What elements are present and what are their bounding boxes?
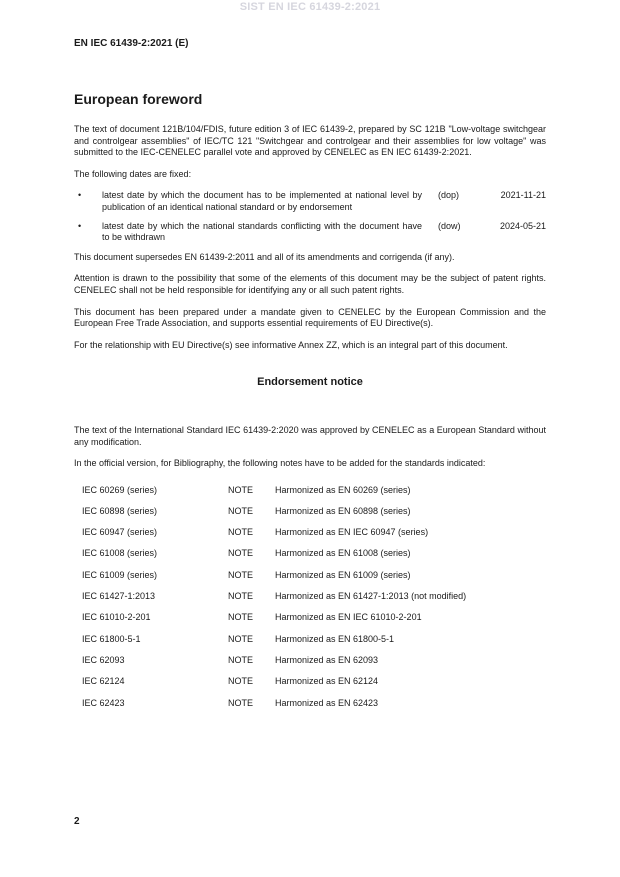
note-label: NOTE [228,612,254,623]
note-label: NOTE [228,569,254,580]
harmonized-cell: Harmonized as EN 61427-1:2013 (not modified) [275,591,467,602]
harmonized-cell: Harmonized as EN 62423 [275,697,379,708]
note-label: NOTE [228,654,254,665]
harmonized-cell: Harmonized as EN 61800-5-1 [275,633,395,644]
foreword-intro: The text of document 121B/104/FDIS, future edition 3 of IEC 61439-2, prepared by SC 121B "Low-voltage switchgear and controlgear assemblies" of IEC/TC 121 "Switchgear and controlgear and their assemblies for low voltage" was submitted to the IEC-CENELEC parallel vote and approved by CENELEC as EN IEC 61439-2:2021. [74,124,546,158]
standard-cell: IEC 62423 [82,697,125,708]
note-label: NOTE [228,676,254,687]
harmonized-cell: Harmonized as EN 61009 (series) [275,569,411,580]
bibliography-notes-table [82,480,466,714]
table-row [82,607,466,628]
bullet: • [78,220,82,231]
table-row [82,629,466,650]
standard-cell: IEC 62124 [82,676,125,687]
table-row [82,586,466,607]
standard-cell: IEC 61008 (series) [82,548,158,559]
date-value: 2024-05-21 [499,220,546,231]
harmonized-cell: Harmonized as EN 60269 (series) [275,484,411,495]
date-description: latest date by which the national standards conflicting with the document have to be withdrawn [102,220,422,243]
dates-list [74,190,546,243]
table-row [82,501,466,522]
harmonized-cell: Harmonized as EN 61008 (series) [275,548,411,559]
harmonized-cell: Harmonized as EN IEC 61010-2-201 [275,612,422,623]
standard-cell: IEC 61010-2-201 [82,612,151,623]
note-label: NOTE [228,633,254,644]
standard-cell: IEC 60269 (series) [82,484,158,495]
table-row [82,522,466,543]
note-label: NOTE [228,484,254,495]
standard-cell: IEC 60898 (series) [82,505,158,516]
note-label: NOTE [228,697,254,708]
harmonized-cell: Harmonized as EN 62093 [275,654,379,665]
note-label: NOTE [228,505,254,516]
table-row [82,671,466,692]
date-description: latest date by which the document has to be implemented at national level by publication of an identical national standard or by endorsement [102,190,422,212]
note-label: NOTE [228,548,254,559]
page-content [74,90,546,714]
table-row [82,480,466,501]
date-value: 2021-11-21 [500,190,546,201]
standard-cell: IEC 61009 (series) [82,569,158,580]
bullet: • [78,190,82,201]
note-label: NOTE [228,591,254,602]
table-row [82,650,466,671]
date-code: (dop) [438,190,460,201]
foreword-title: European foreword [74,91,203,107]
standard-cell: IEC 60947 (series) [82,527,158,538]
watermark: SIST EN IEC 61439-2:2021 [239,1,381,13]
standard-cell: IEC 62093 [82,654,125,665]
table-row [82,565,466,586]
table-row [82,544,466,565]
table-row [82,693,466,714]
harmonized-cell: Harmonized as EN 62124 [275,676,379,687]
standard-cell: IEC 61427-1:2013 [82,591,156,602]
date-code: (dow) [438,220,461,231]
bibliography-intro: In the official version, for Bibliography, the following notes have to be added for the standards indicated: [74,458,486,469]
supersedes-paragraph: This document supersedes EN 61439-2:2011 and all of its amendments and corrigenda (if any). [74,251,455,262]
harmonized-cell: Harmonized as EN 60898 (series) [275,505,411,516]
page-number: 2 [74,816,80,827]
directive-paragraph: For the relationship with EU Directive(s) see informative Annex ZZ, which is an integral part of this document. [74,339,508,350]
mandate-paragraph: This document has been prepared under a mandate given to CENELEC by the European Commission and the European Free Trade Association, and supports essential requirements of EU Directive(s). [74,306,546,329]
note-label: NOTE [228,527,254,538]
endorsement-approval: The text of the International Standard IEC 61439-2:2020 was approved by CENELEC as a European Standard without any modification. [74,424,546,447]
harmonized-cell: Harmonized as EN IEC 60947 (series) [275,527,429,538]
date-item-dop [74,190,546,213]
dates-intro: The following dates are fixed: [74,168,192,179]
patent-paragraph: Attention is drawn to the possibility that some of the elements of this document may be the subject of patent rights. CENELEC shall not be held responsible for identifying any or all such patent rights. [74,273,546,295]
standard-cell: IEC 61800-5-1 [82,633,141,644]
date-item-dow [74,221,546,244]
document-id: EN IEC 61439-2:2021 (E) [74,38,189,49]
endorsement-title: Endorsement notice [257,376,363,389]
